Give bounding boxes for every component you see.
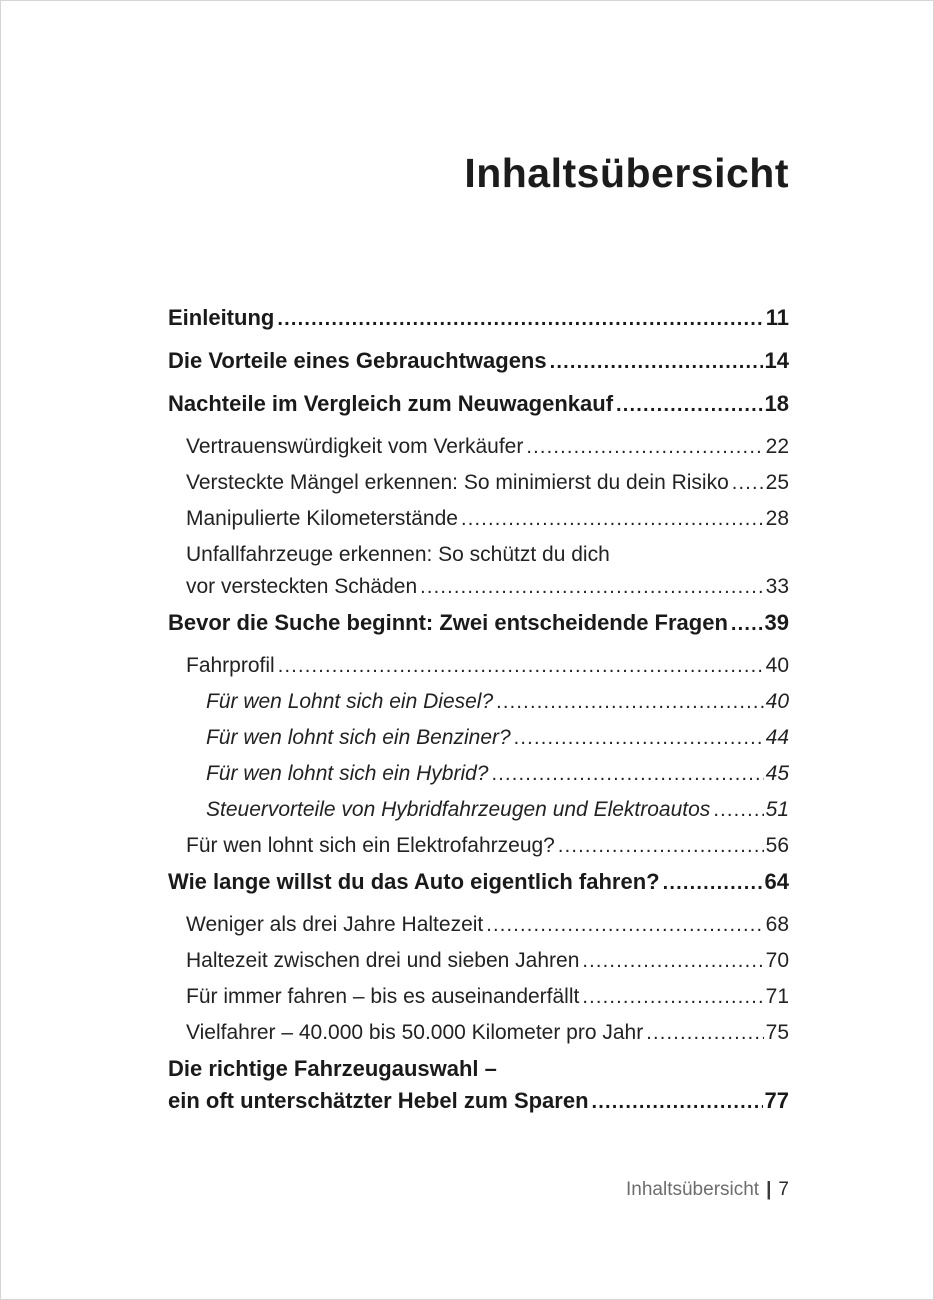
toc-dot-leader bbox=[589, 1088, 763, 1115]
toc-entry-label: ein oft unterschätzter Hebel zum Sparen bbox=[168, 1088, 589, 1113]
toc-entry-label: Manipulierte Kilometerstände bbox=[186, 507, 458, 530]
toc-entry bbox=[168, 797, 789, 823]
footer-section-label: Inhaltsübersicht bbox=[626, 1179, 760, 1200]
toc-entry-page-number: 18 bbox=[764, 391, 789, 416]
toc-dot-leader bbox=[643, 1020, 763, 1046]
toc-entry-page-number: 33 bbox=[765, 575, 789, 598]
toc-entry bbox=[168, 833, 789, 859]
toc-dot-leader bbox=[613, 391, 762, 418]
toc-entry bbox=[168, 348, 789, 375]
toc-entry-label: Versteckte Mängel erkennen: So minimierst du dein Risiko bbox=[186, 471, 729, 494]
toc-entry-page-number: 39 bbox=[764, 610, 789, 635]
toc-entry-label: Nachteile im Vergleich zum Neuwagenkauf bbox=[168, 391, 614, 416]
toc-entry-page-number: 14 bbox=[764, 348, 789, 373]
toc-entry-page-number: 75 bbox=[765, 1021, 789, 1044]
toc-dot-leader bbox=[579, 948, 763, 974]
toc-entry bbox=[168, 610, 789, 637]
toc-dot-leader bbox=[710, 797, 763, 823]
toc-entry bbox=[168, 1056, 789, 1082]
toc-entry bbox=[168, 542, 789, 568]
toc-entry bbox=[168, 948, 789, 974]
toc-entry bbox=[168, 912, 789, 938]
toc-entry bbox=[168, 984, 789, 1010]
toc-dot-leader bbox=[547, 348, 763, 375]
toc-dot-leader bbox=[417, 574, 764, 600]
toc-entry bbox=[168, 761, 789, 787]
toc-entry-page-number: 77 bbox=[764, 1088, 789, 1113]
toc-entry-label: Einleitung bbox=[168, 305, 275, 330]
toc-entry-page-number: 44 bbox=[765, 726, 789, 749]
toc-entry-label: Unfallfahrzeuge erkennen: So schützt du dich bbox=[186, 543, 610, 566]
toc-entry-label: Für wen Lohnt sich ein Diesel? bbox=[206, 690, 494, 713]
toc-entry bbox=[168, 653, 789, 679]
toc-entry-label: Für wen lohnt sich ein Benziner? bbox=[206, 726, 511, 749]
toc-dot-leader bbox=[511, 725, 764, 751]
toc-dot-leader bbox=[579, 984, 763, 1010]
toc-entry bbox=[168, 574, 789, 600]
toc-entry bbox=[168, 689, 789, 715]
toc-entry-page-number: 45 bbox=[765, 762, 789, 785]
toc-dot-leader bbox=[523, 434, 763, 460]
toc-entry-label: Bevor die Suche beginnt: Zwei entscheidende Fragen bbox=[168, 610, 728, 635]
toc-entry-label: Fahrprofil bbox=[186, 654, 275, 677]
toc-entry-page-number: 28 bbox=[765, 507, 789, 530]
toc-dot-leader bbox=[275, 653, 764, 679]
page-title: Inhaltsübersicht bbox=[464, 150, 789, 197]
toc-entry bbox=[168, 506, 789, 532]
toc-dot-leader bbox=[493, 689, 763, 715]
toc-dot-leader bbox=[458, 506, 764, 532]
toc-entry-page-number: 25 bbox=[765, 471, 789, 494]
toc-entry-page-number: 68 bbox=[765, 913, 789, 936]
toc-dot-leader bbox=[728, 610, 763, 637]
footer-separator: | bbox=[766, 1179, 772, 1200]
toc-entry bbox=[168, 434, 789, 460]
toc-dot-leader bbox=[274, 305, 763, 332]
toc-entry-page-number: 51 bbox=[765, 798, 789, 821]
toc-entry-label: vor versteckten Schäden bbox=[186, 575, 418, 598]
toc-entry bbox=[168, 305, 789, 332]
toc-dot-leader bbox=[729, 470, 764, 496]
toc-entry-page-number: 11 bbox=[765, 305, 789, 330]
toc-dot-leader bbox=[488, 761, 763, 787]
toc-entry bbox=[168, 1020, 789, 1046]
toc-entry-label: Haltezeit zwischen drei und sieben Jahren bbox=[186, 949, 580, 972]
toc-entry-label: Vielfahrer – 40.000 bis 50.000 Kilometer pro Jahr bbox=[186, 1021, 644, 1044]
toc-entry bbox=[168, 1088, 789, 1115]
toc-entry-label: Die richtige Fahrzeugauswahl – bbox=[168, 1056, 497, 1081]
toc-entry-page-number: 70 bbox=[765, 949, 789, 972]
footer-page-number: 7 bbox=[778, 1179, 789, 1200]
toc-entry-label: Für immer fahren – bis es auseinanderfällt bbox=[186, 985, 580, 1008]
toc-entry-page-number: 40 bbox=[765, 654, 789, 677]
toc-entry-label: Weniger als drei Jahre Haltezeit bbox=[186, 913, 484, 936]
toc-entry-label: Steuervorteile von Hybridfahrzeugen und Elektroautos bbox=[206, 798, 711, 821]
toc-entry-label: Vertrauenswürdigkeit vom Verkäufer bbox=[186, 435, 524, 458]
toc-entry-page-number: 40 bbox=[765, 690, 789, 713]
toc-entry bbox=[168, 470, 789, 496]
toc-entry-page-number: 56 bbox=[765, 834, 789, 857]
toc-dot-leader bbox=[555, 833, 764, 859]
toc-entry-page-number: 71 bbox=[765, 985, 789, 1008]
toc-entry bbox=[168, 725, 789, 751]
toc-entry-label: Wie lange willst du das Auto eigentlich fahren? bbox=[168, 869, 660, 894]
page-footer bbox=[626, 1179, 789, 1201]
toc-dot-leader bbox=[483, 912, 763, 938]
toc-entry-label: Die Vorteile eines Gebrauchtwagens bbox=[168, 348, 547, 373]
toc-entry-page-number: 22 bbox=[765, 435, 789, 458]
toc-dot-leader bbox=[660, 869, 763, 896]
toc-entry-label: Für wen lohnt sich ein Hybrid? bbox=[206, 762, 489, 785]
toc-entry-label: Für wen lohnt sich ein Elektrofahrzeug? bbox=[186, 834, 555, 857]
toc-entry bbox=[168, 391, 789, 418]
toc-entry bbox=[168, 869, 789, 896]
toc-entry-page-number: 64 bbox=[764, 869, 789, 894]
toc-list bbox=[168, 301, 789, 1131]
